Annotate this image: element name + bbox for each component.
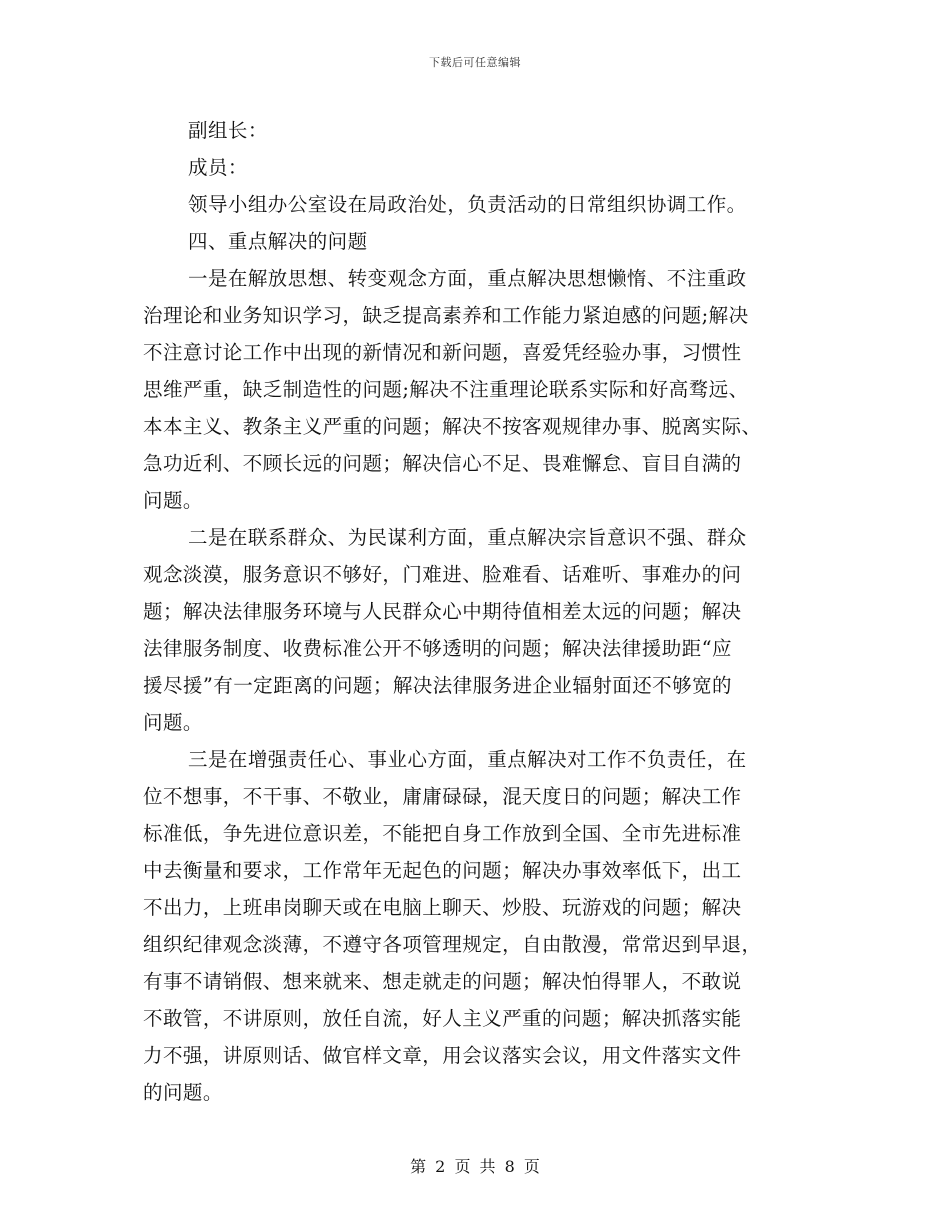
- text-line: 四、重点解决的问题: [188, 230, 368, 253]
- text-line: 组织纪律观念淡薄，不遵守各项管理规定，自由散漫，常常迟到早退，: [143, 933, 762, 956]
- text-line: 副组长：: [188, 119, 268, 142]
- text-line: 有事不请销假、想来就来、想走就走的问题；解决怕得罪人，不敢说: [143, 970, 742, 993]
- text-line: 力不强，讲原则话、做官样文章，用会议落实会议，用文件落实文件: [143, 1044, 742, 1067]
- document-body: [143, 112, 811, 1111]
- text-line: 急功近利、不顾长远的问题；解决信心不足、畏难懈怠、盲目自满的: [143, 452, 742, 475]
- text-line: 援尽援”有一定距离的问题；解决法律服务进企业辐射面还不够宽的: [143, 674, 732, 697]
- text-line: 标准低，争先进位意识差，不能把自身工作放到全国、全市先进标准: [143, 822, 742, 845]
- text-line: 本本主义、教条主义严重的问题；解决不按客观规律办事、脱离实际、: [143, 415, 762, 438]
- text-line: 问题。: [143, 489, 203, 512]
- text-line: 领导小组办公室设在局政治处，负责活动的日常组织协调工作。: [188, 193, 747, 216]
- text-line: 位不想事，不干事、不敬业，庸庸碌碌，混天度日的问题；解决工作: [143, 785, 742, 808]
- text-line: 不敢管，不讲原则，放任自流，好人主义严重的问题；解决抓落实能: [143, 1007, 742, 1030]
- text-line: 法律服务制度、收费标准公开不够透明的问题；解决法律援助距“应: [143, 637, 732, 660]
- text-line: 的问题。: [143, 1081, 223, 1104]
- text-line: 观念淡漠，服务意识不够好，门难进、脸难看、话难听、事难办的问: [143, 563, 742, 586]
- page-footer: 第 2 页 共 8 页: [410, 1157, 540, 1176]
- text-line: 三是在增强责任心、事业心方面，重点解决对工作不负责任，在: [188, 748, 747, 771]
- text-line: 思维严重，缺乏制造性的问题;解决不注重理论联系实际和好高骛远、: [143, 378, 749, 401]
- text-line: 不注意讨论工作中出现的新情况和新问题，喜爱凭经验办事，习惯性: [143, 341, 742, 364]
- text-line: 题；解决法律服务环境与人民群众心中期待值相差太远的问题；解决: [143, 600, 742, 623]
- page-header: 下载后可任意编辑: [429, 56, 521, 69]
- text-line: 一是在解放思想、转变观念方面，重点解决思想懒惰、不注重政: [188, 267, 747, 290]
- text-line: 不出力，上班串岗聊天或在电脑上聊天、炒股、玩游戏的问题；解决: [143, 896, 742, 919]
- text-line: 中去衡量和要求，工作常年无起色的问题；解决办事效率低下，出工: [143, 859, 742, 882]
- text-line: 问题。: [143, 711, 203, 734]
- text-line: 成员：: [188, 156, 248, 179]
- text-line: 治理论和业务知识学习，缺乏提高素养和工作能力紧迫感的问题;解决: [143, 304, 749, 327]
- text-line: 二是在联系群众、为民谋利方面，重点解决宗旨意识不强、群众: [188, 526, 747, 549]
